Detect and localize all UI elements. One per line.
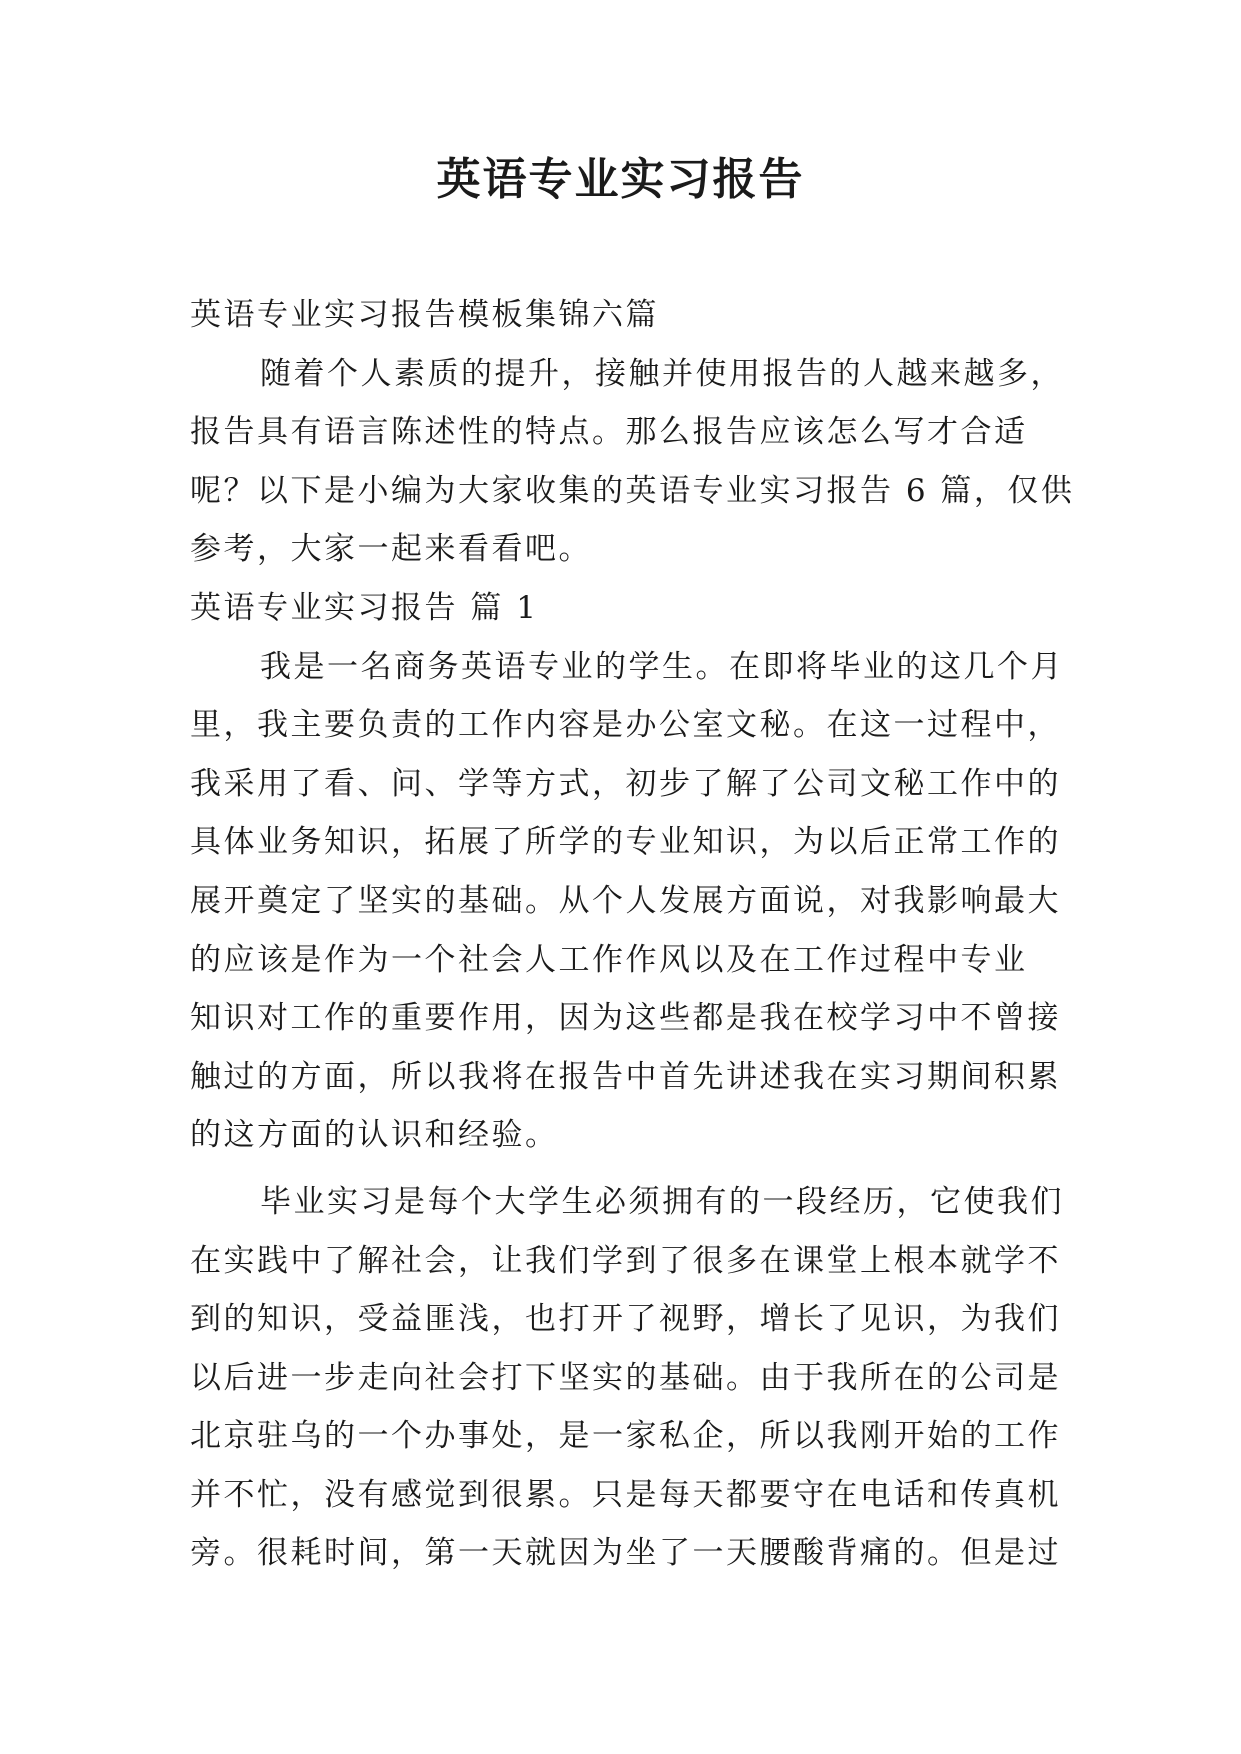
text-line: 的应该是作为一个社会人工作作风以及在工作过程中专业 <box>190 941 1028 978</box>
text-line: 我是一名商务英语专业的学生。在即将毕业的这几个月 <box>260 648 1064 685</box>
text-line: 的这方面的认识和经验。 <box>190 1117 559 1154</box>
text-line: 毕业实习是每个大学生必须拥有的一段经历，它使我们 <box>260 1183 1064 1220</box>
document-title: 英语专业实习报告 <box>436 154 805 205</box>
text-line: 里，我主要负责的工作内容是办公室文秘。在这一过程中， <box>190 707 1061 744</box>
text-line: 具体业务知识，拓展了所学的专业知识，为以后正常工作的 <box>190 824 1061 861</box>
paragraph-gap <box>190 1165 1058 1173</box>
text-line: 知识对工作的重要作用，因为这些都是我在校学习中不曾接 <box>190 1000 1061 1037</box>
text-line: 报告具有语言陈述性的特点。那么报告应该怎么写才合适 <box>190 414 1028 451</box>
text-line: 北京驻乌的一个办事处，是一家私企，所以我刚开始的工作 <box>190 1418 1061 1455</box>
text-line: 呢？以下是小编为大家收集的英语专业实习报告 6 篇，仅供 <box>190 472 1075 509</box>
text-line: 触过的方面，所以我将在报告中首先讲述我在实习期间积累 <box>190 1058 1061 1095</box>
text-line: 随着个人素质的提升，接触并使用报告的人越来越多， <box>260 355 1064 392</box>
text-line: 我采用了看、问、学等方式，初步了解了公司文秘工作中的 <box>190 765 1061 802</box>
text-line: 英语专业实习报告 篇 1 <box>190 589 539 626</box>
text-line: 到的知识，受益匪浅，也打开了视野，增长了见识，为我们 <box>190 1301 1061 1338</box>
text-line: 旁。很耗时间，第一天就因为坐了一天腰酸背痛的。但是过 <box>190 1535 1061 1572</box>
text-line: 展开奠定了坚实的基础。从个人发展方面说，对我影响最大 <box>190 882 1061 919</box>
document-body <box>190 286 1075 1583</box>
text-line: 英语专业实习报告模板集锦六篇 <box>190 297 659 333</box>
text-line: 以后进一步走向社会打下坚实的基础。由于我所在的公司是 <box>190 1359 1061 1396</box>
text-line: 并不忙，没有感觉到很累。只是每天都要守在电话和传真机 <box>190 1476 1061 1513</box>
text-line: 参考，大家一起来看看吧。 <box>190 531 592 568</box>
text-line: 在实践中了解社会，让我们学到了很多在课堂上根本就学不 <box>190 1242 1061 1279</box>
